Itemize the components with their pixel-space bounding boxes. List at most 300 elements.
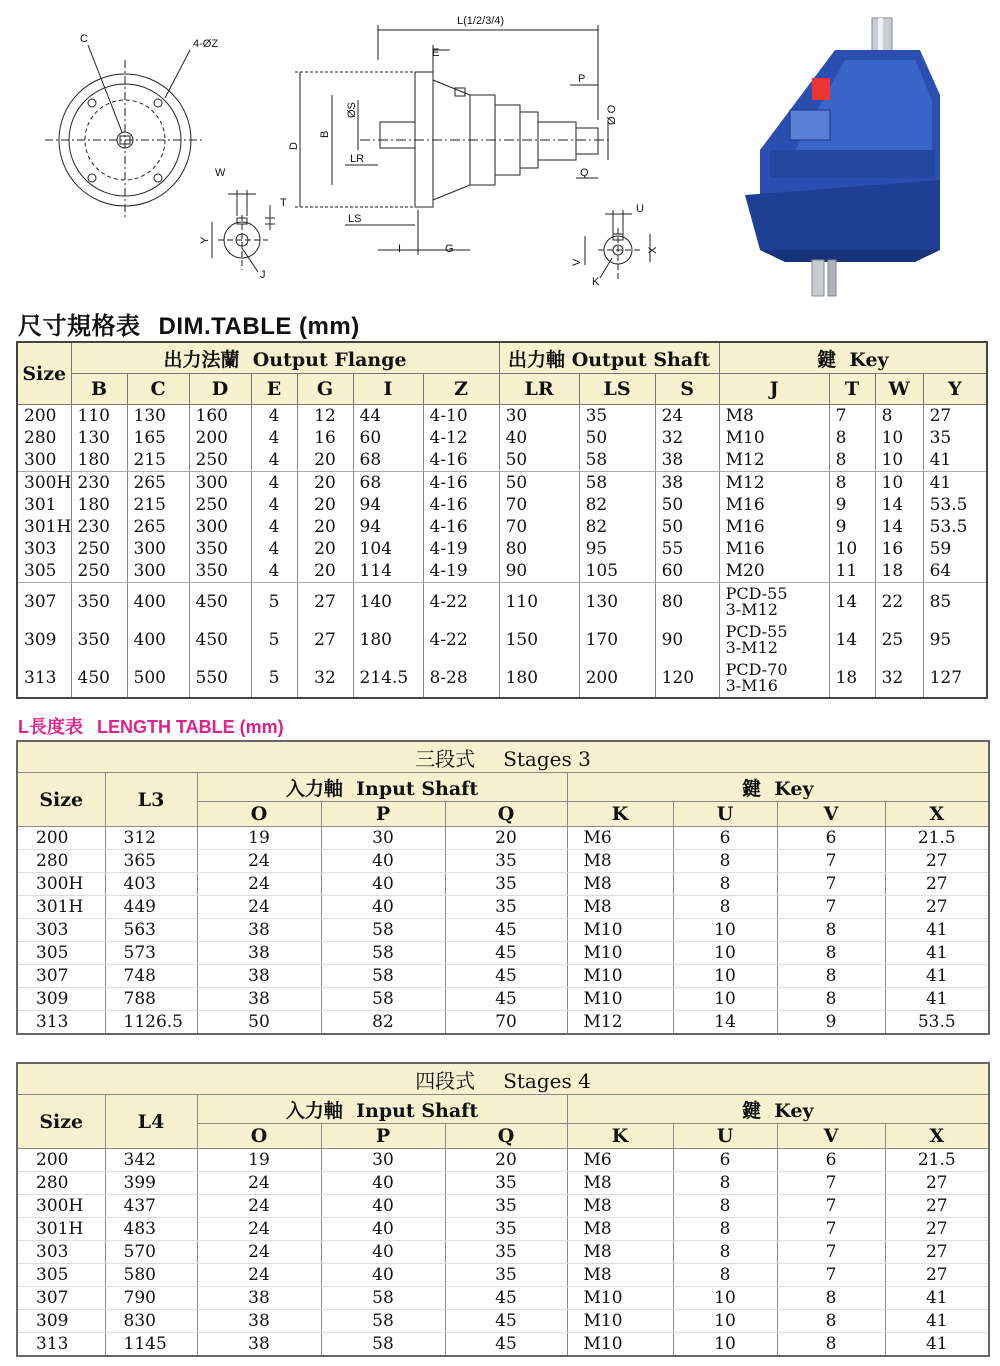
stages4-cell: 21.5 [885, 1149, 989, 1172]
stages3-row [17, 919, 989, 942]
dim-cell: 32 [297, 659, 353, 698]
stages4-cell: 830 [105, 1310, 197, 1333]
stages3-cell: 6 [777, 827, 885, 850]
j-line-2: 3-M12 [725, 600, 778, 619]
stages3-cell: 41 [885, 965, 989, 988]
dim-cell: 104 [353, 538, 423, 560]
stages3-l-header: L3 [105, 773, 197, 827]
stages4-cell: 8 [673, 1195, 777, 1218]
stages3-row [17, 988, 989, 1011]
dim-cell: 4-19 [423, 538, 499, 560]
dim-cell: 305 [17, 560, 71, 583]
dim-cell: 32 [875, 659, 923, 698]
dim-cell: 280 [17, 427, 71, 449]
col-e: E [251, 374, 297, 405]
label-w: W [215, 167, 226, 179]
dim-cell-j: M16 [719, 538, 829, 560]
dim-cell: 309 [17, 621, 71, 659]
dim-cell: 105 [579, 560, 655, 583]
dim-table-row [17, 560, 987, 583]
stages4-cell: 7 [777, 1195, 885, 1218]
output-shaft-header: 出力軸 Output Shaft [499, 342, 719, 374]
dim-cell: 70 [499, 494, 579, 516]
dim-table-row [17, 472, 987, 495]
dim-cell: 50 [499, 472, 579, 495]
label-o: Ø O [606, 104, 618, 125]
stages4-cell: 27 [885, 1195, 989, 1218]
dim-cell: 60 [353, 427, 423, 449]
stages4-cell: M10 [567, 1287, 673, 1310]
stages3-cell: 21.5 [885, 827, 989, 850]
stages3-cell: 300H [17, 873, 105, 896]
dim-cell: 300H [17, 472, 71, 495]
dim-cell: 4 [251, 516, 297, 538]
stages4-cell: 7 [777, 1218, 885, 1241]
gear-reducer-product-image [745, 18, 940, 296]
stages3-cell: M12 [567, 1011, 673, 1035]
stages4-col-x: X [885, 1124, 989, 1149]
dim-cell: 4 [251, 472, 297, 495]
stages3-cell: 313 [17, 1011, 105, 1035]
stages3-cell: 312 [105, 827, 197, 850]
stages4-cell: M10 [567, 1333, 673, 1357]
dim-table-row [17, 449, 987, 472]
dim-cell: 41 [923, 449, 987, 472]
stages4-cell: 580 [105, 1264, 197, 1287]
stages4-cell: 38 [197, 1333, 321, 1357]
stages4-cell: 30 [321, 1149, 445, 1172]
dim-cell: 265 [127, 472, 189, 495]
label-t: T [280, 197, 287, 209]
stages3-cell: 70 [445, 1011, 567, 1035]
stages3-cell: M8 [567, 873, 673, 896]
stages4-cell: 58 [321, 1287, 445, 1310]
dim-cell: 20 [297, 449, 353, 472]
stages4-cell: 301H [17, 1218, 105, 1241]
stages3-cell: 38 [197, 919, 321, 942]
dim-cell: 53.5 [923, 494, 987, 516]
col-w: W [875, 374, 923, 405]
stages4-banner: 四段式 Stages 4 [17, 1063, 989, 1095]
stages4-cell: 570 [105, 1241, 197, 1264]
stages4-cell: M8 [567, 1172, 673, 1195]
j-line-1: PCD-55 [725, 584, 788, 603]
dim-cell: 50 [655, 494, 719, 516]
stages4-cell: 6 [673, 1149, 777, 1172]
dim-cell: 12 [297, 405, 353, 428]
dim-cell: 200 [189, 427, 251, 449]
stages3-key-header: 鍵 Key [567, 773, 989, 802]
stages4-cell: M8 [567, 1218, 673, 1241]
dim-cell: 4-16 [423, 472, 499, 495]
dim-cell-j: M12 [719, 449, 829, 472]
dim-cell: 170 [579, 621, 655, 659]
stages4-cell: 10 [673, 1333, 777, 1357]
dim-cell-j: M20 [719, 560, 829, 583]
length-title-en: LENGTH TABLE (mm) [97, 717, 284, 737]
dim-cell-j: M16 [719, 494, 829, 516]
stages4-cell: 305 [17, 1264, 105, 1287]
stages3-row [17, 873, 989, 896]
col-t: T [829, 374, 875, 405]
stages3-col-x: X [885, 802, 989, 827]
dim-cell: 94 [353, 494, 423, 516]
dim-cell-j [719, 621, 829, 659]
dim-cell: 160 [189, 405, 251, 428]
stages4-cell: 40 [321, 1172, 445, 1195]
label-l: L(1/2/3/4) [457, 15, 505, 27]
stages4-cell: 35 [445, 1195, 567, 1218]
stages3-row [17, 896, 989, 919]
stages3-cell: 449 [105, 896, 197, 919]
dim-cell: 68 [353, 449, 423, 472]
dim-cell: 82 [579, 494, 655, 516]
stages4-cell: 307 [17, 1287, 105, 1310]
dim-size-header: Size [17, 342, 71, 405]
dim-cell: 25 [875, 621, 923, 659]
stages4-cell: 24 [197, 1218, 321, 1241]
stages3-cell: 24 [197, 873, 321, 896]
stages3-cell: 307 [17, 965, 105, 988]
stages3-col-q: Q [445, 802, 567, 827]
dim-cell: 8 [829, 427, 875, 449]
dim-cell: 4-12 [423, 427, 499, 449]
dim-cell: 8 [829, 449, 875, 472]
dim-cell: 180 [499, 659, 579, 698]
stages3-cell: M10 [567, 965, 673, 988]
dim-table-row [17, 621, 987, 659]
dim-table-row [17, 583, 987, 622]
dim-cell: 127 [923, 659, 987, 698]
stages4-cell: 27 [885, 1241, 989, 1264]
dim-cell: 303 [17, 538, 71, 560]
dim-cell: 24 [655, 405, 719, 428]
stages3-table [16, 740, 990, 1035]
stages3-cell: 27 [885, 896, 989, 919]
stages4-row [17, 1149, 989, 1172]
stages4-col-o: O [197, 1124, 321, 1149]
stages3-cell: 24 [197, 850, 321, 873]
dim-table-row [17, 538, 987, 560]
j-line-1: PCD-70 [725, 660, 788, 679]
stages4-cell: 300H [17, 1195, 105, 1218]
dim-cell: 10 [875, 449, 923, 472]
dim-cell: 18 [829, 659, 875, 698]
dim-cell: 230 [71, 516, 127, 538]
dim-cell: 53.5 [923, 516, 987, 538]
label-lr: LR [350, 153, 365, 165]
stages4-cell: M6 [567, 1149, 673, 1172]
stages3-col-u: U [673, 802, 777, 827]
stages3-cell: 309 [17, 988, 105, 1011]
dim-cell: 20 [297, 538, 353, 560]
stages4-cell: 8 [673, 1241, 777, 1264]
label-v: V [571, 258, 583, 266]
stages3-cell: 20 [445, 827, 567, 850]
stages3-cell: 41 [885, 942, 989, 965]
technical-drawings [0, 0, 1000, 300]
dim-cell: 95 [579, 538, 655, 560]
col-c: C [127, 374, 189, 405]
dim-cell: 350 [71, 583, 127, 622]
dim-table-row [17, 405, 987, 428]
dim-cell: 4 [251, 405, 297, 428]
dim-cell: 450 [189, 621, 251, 659]
dim-cell-j: M8 [719, 405, 829, 428]
dim-cell: 150 [499, 621, 579, 659]
stages4-cell: 8 [777, 1310, 885, 1333]
col-g: G [297, 374, 353, 405]
dim-cell: 5 [251, 621, 297, 659]
stages3-body [17, 827, 989, 1035]
stages3-cell: 58 [321, 988, 445, 1011]
stages3-cell: 45 [445, 919, 567, 942]
label-x: X [647, 246, 659, 254]
stages3-cell: 53.5 [885, 1011, 989, 1035]
label-e: E [432, 47, 440, 59]
dim-cell: 4-16 [423, 516, 499, 538]
stages4-cell: 27 [885, 1264, 989, 1287]
stages3-cell: M8 [567, 850, 673, 873]
stages4-cell: 8 [673, 1172, 777, 1195]
stages3-col-p: P [321, 802, 445, 827]
label-z: 4-ØZ [193, 38, 219, 50]
dim-cell: 250 [71, 560, 127, 583]
dim-cell: 20 [297, 494, 353, 516]
stages4-cell: 1145 [105, 1333, 197, 1357]
dim-cell: 27 [297, 583, 353, 622]
stages4-key-header: 鍵 Key [567, 1095, 989, 1124]
dim-table-row [17, 659, 987, 698]
dim-cell-j: M12 [719, 472, 829, 495]
dim-cell: 4 [251, 494, 297, 516]
stages4-cell: 38 [197, 1287, 321, 1310]
stages3-cell: 10 [673, 988, 777, 1011]
stages4-cell: 58 [321, 1310, 445, 1333]
stages4-row [17, 1172, 989, 1195]
dim-cell: 350 [71, 621, 127, 659]
dim-cell: 200 [17, 405, 71, 428]
stages4-cell: 8 [777, 1333, 885, 1357]
dim-cell: 301 [17, 494, 71, 516]
dim-table [16, 341, 988, 699]
dim-cell: 450 [189, 583, 251, 622]
dim-cell: 8 [875, 405, 923, 428]
stages4-cell: 483 [105, 1218, 197, 1241]
dim-cell: 58 [579, 472, 655, 495]
dim-cell: 165 [127, 427, 189, 449]
label-i: I [398, 243, 402, 255]
dim-cell: 38 [655, 449, 719, 472]
dim-cell: 180 [71, 494, 127, 516]
stages3-cell: 30 [321, 827, 445, 850]
dim-cell: 64 [923, 560, 987, 583]
dim-cell: 94 [353, 516, 423, 538]
dim-cell: 350 [189, 538, 251, 560]
col-z: Z [423, 374, 499, 405]
dim-cell: 500 [127, 659, 189, 698]
dim-cell: 20 [297, 560, 353, 583]
dim-cell: 4 [251, 560, 297, 583]
stages4-cell: 399 [105, 1172, 197, 1195]
stages4-cell: 41 [885, 1333, 989, 1357]
stages4-row [17, 1310, 989, 1333]
dim-cell: 230 [71, 472, 127, 495]
dim-cell: 250 [189, 494, 251, 516]
dim-cell: 215 [127, 494, 189, 516]
side-view [295, 25, 610, 255]
dim-cell: 4 [251, 538, 297, 560]
dim-cell: 10 [829, 538, 875, 560]
dim-cell: 5 [251, 583, 297, 622]
dim-cell: 95 [923, 621, 987, 659]
stages3-cell: 8 [673, 873, 777, 896]
stages4-cell: 40 [321, 1195, 445, 1218]
dim-cell: 120 [655, 659, 719, 698]
stages3-cell: 8 [777, 919, 885, 942]
stages4-table [16, 1062, 990, 1357]
stages3-cell: 8 [673, 896, 777, 919]
dim-cell: 41 [923, 472, 987, 495]
dim-cell: 82 [579, 516, 655, 538]
stages4-cell: 790 [105, 1287, 197, 1310]
dim-cell: 307 [17, 583, 71, 622]
stages3-cell: 10 [673, 965, 777, 988]
stages3-cell: 7 [777, 850, 885, 873]
stages4-cell: 7 [777, 1241, 885, 1264]
dim-cell: 114 [353, 560, 423, 583]
stages4-size-header: Size [17, 1095, 105, 1149]
stages4-cell: 200 [17, 1149, 105, 1172]
stages3-cell: M10 [567, 942, 673, 965]
stages3-cell: 27 [885, 850, 989, 873]
dim-cell: 70 [499, 516, 579, 538]
stages3-cell: 305 [17, 942, 105, 965]
dim-cell: 27 [297, 621, 353, 659]
j-line-1: PCD-55 [725, 622, 788, 641]
stages4-cell: 7 [777, 1264, 885, 1287]
dim-cell: 300 [189, 472, 251, 495]
stages4-cell: 41 [885, 1287, 989, 1310]
stages3-cell: 40 [321, 896, 445, 919]
key-detail-right [585, 210, 650, 280]
stages4-cell: 27 [885, 1172, 989, 1195]
stages4-row [17, 1333, 989, 1357]
dim-cell: 44 [353, 405, 423, 428]
stages4-cell: 24 [197, 1241, 321, 1264]
stages4-cell: 35 [445, 1172, 567, 1195]
dim-cell: 55 [655, 538, 719, 560]
stages4-cell: 20 [445, 1149, 567, 1172]
length-table-title [18, 713, 284, 739]
stages4-body [17, 1149, 989, 1357]
dim-cell: 301H [17, 516, 71, 538]
stages3-cell: 280 [17, 850, 105, 873]
stages3-col-o: O [197, 802, 321, 827]
stages3-cell: 8 [777, 942, 885, 965]
dim-cell: 80 [499, 538, 579, 560]
stages4-row [17, 1264, 989, 1287]
stages3-cell: 38 [197, 988, 321, 1011]
stages4-input-header: 入力軸 Input Shaft [197, 1095, 567, 1124]
stages3-size-header: Size [17, 773, 105, 827]
dim-cell: 14 [829, 583, 875, 622]
dim-cell: 350 [189, 560, 251, 583]
stages4-col-u: U [673, 1124, 777, 1149]
dim-cell: 4-19 [423, 560, 499, 583]
dim-table-row [17, 494, 987, 516]
dim-cell: 59 [923, 538, 987, 560]
stages4-cell: 41 [885, 1310, 989, 1333]
stages3-col-k: K [567, 802, 673, 827]
dim-table-body [17, 405, 987, 699]
dim-cell: 16 [875, 538, 923, 560]
stages3-cell: 40 [321, 850, 445, 873]
dim-cell-j [719, 659, 829, 698]
stages3-cell: 748 [105, 965, 197, 988]
stages4-cell: 45 [445, 1333, 567, 1357]
stages3-cell: 27 [885, 873, 989, 896]
stages4-cell: 6 [777, 1149, 885, 1172]
key-detail-left [212, 190, 275, 272]
stages3-cell: 45 [445, 965, 567, 988]
stages3-cell: 40 [321, 873, 445, 896]
col-y: Y [923, 374, 987, 405]
dim-cell: 180 [71, 449, 127, 472]
stages3-cell: 45 [445, 988, 567, 1011]
stages4-cell: M8 [567, 1264, 673, 1287]
dim-cell: 110 [499, 583, 579, 622]
stages4-cell: 40 [321, 1241, 445, 1264]
dim-cell: 214.5 [353, 659, 423, 698]
dim-cell: 32 [655, 427, 719, 449]
dim-cell: 20 [297, 516, 353, 538]
stages4-l-header: L4 [105, 1095, 197, 1149]
dim-cell: 180 [353, 621, 423, 659]
stages4-cell: 40 [321, 1218, 445, 1241]
label-u: U [636, 203, 644, 215]
stages3-cell: M8 [567, 896, 673, 919]
output-flange-header: 出力法蘭 Output Flange [71, 342, 499, 374]
label-b: B [319, 130, 331, 138]
stages3-cell: 303 [17, 919, 105, 942]
stages3-row [17, 965, 989, 988]
dim-cell: 16 [297, 427, 353, 449]
dim-cell: 140 [353, 583, 423, 622]
stages4-cell: M10 [567, 1310, 673, 1333]
stages3-col-v: V [777, 802, 885, 827]
dim-cell: 250 [189, 449, 251, 472]
length-title-zh: L長度表 [18, 717, 83, 737]
dim-cell: 300 [127, 538, 189, 560]
stages3-cell: 45 [445, 942, 567, 965]
dim-cell: 18 [875, 560, 923, 583]
dim-cell-j: M16 [719, 516, 829, 538]
dim-cell: 550 [189, 659, 251, 698]
dim-cell: 50 [579, 427, 655, 449]
label-c: C [80, 33, 88, 45]
stages4-cell: 309 [17, 1310, 105, 1333]
dim-cell: 4-22 [423, 621, 499, 659]
stages4-cell: 342 [105, 1149, 197, 1172]
stages4-cell: M8 [567, 1241, 673, 1264]
stages4-cell: 19 [197, 1149, 321, 1172]
dim-title-zh: 尺寸規格表 [18, 313, 141, 340]
label-d: D [288, 142, 300, 150]
stages4-col-p: P [321, 1124, 445, 1149]
dim-cell: 130 [71, 427, 127, 449]
stages4-col-q: Q [445, 1124, 567, 1149]
